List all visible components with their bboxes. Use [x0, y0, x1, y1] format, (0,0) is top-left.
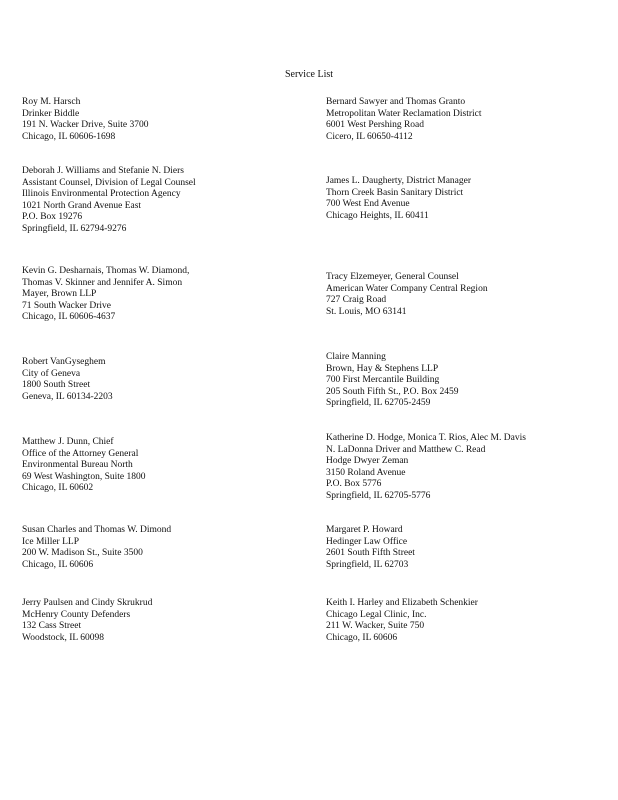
- address-line: Chicago, IL 60606-4637: [22, 312, 116, 323]
- address-line: Tracy Elzemeyer, General Counsel: [326, 272, 459, 282]
- address-line: St. Louis, MO 63141: [326, 306, 407, 317]
- address-line: Roy M. Harsch: [22, 97, 81, 107]
- address-line: Claire Manning: [326, 352, 386, 362]
- address-line: 69 West Washington, Suite 1800: [22, 471, 146, 482]
- address-line: Matthew J. Dunn, Chief: [22, 437, 114, 447]
- address-line: 700 First Mercantile Building: [326, 375, 440, 386]
- address-line: Drinker Biddle: [22, 108, 80, 119]
- address-line: 2601 South Fifth Street: [326, 548, 415, 559]
- address-line: 191 N. Wacker Drive, Suite 3700: [22, 120, 149, 131]
- address-block-right-5: [326, 433, 611, 503]
- address-line: Deborah J. Williams and Stefanie N. Diers: [22, 166, 184, 176]
- address-block-left-6: [22, 525, 312, 571]
- address-line: Hedinger Law Office: [326, 536, 408, 547]
- address-block-right-2: [326, 176, 611, 222]
- address-line: Metropolitan Water Reclamation District: [326, 108, 482, 119]
- address-line: Susan Charles and Thomas W. Dimond: [22, 525, 172, 535]
- address-line: Robert VanGyseghem: [22, 357, 106, 367]
- address-line: Springfield, IL 62794-9276: [22, 223, 127, 234]
- address-line: McHenry County Defenders: [22, 609, 131, 620]
- address-line: Hodge Dwyer Zeman: [326, 456, 409, 467]
- address-line: Springfield, IL 62705-5776: [326, 490, 431, 501]
- address-line: P.O. Box 5776: [326, 479, 382, 490]
- address-block-left-3: [22, 266, 312, 324]
- address-line: 132 Cass Street: [22, 621, 82, 632]
- address-line: Bernard Sawyer and Thomas Granto: [326, 97, 466, 107]
- address-block-right-1: [326, 97, 611, 143]
- address-line: Kevin G. Desharnais, Thomas W. Diamond,: [22, 266, 190, 276]
- address-line: Illinois Environmental Protection Agency: [22, 189, 181, 200]
- address-line: American Water Company Central Region: [326, 283, 488, 294]
- address-line: Springfield, IL 62703: [326, 559, 409, 570]
- address-line: 205 South Fifth St., P.O. Box 2459: [326, 386, 459, 397]
- page-title: Service List: [284, 69, 334, 80]
- address-line: Chicago, IL 60606-1698: [22, 131, 116, 142]
- address-line: Chicago Legal Clinic, Inc.: [326, 609, 427, 620]
- address-block-left-2: [22, 166, 312, 236]
- address-line: City of Geneva: [22, 368, 81, 379]
- address-block-right-3: [326, 272, 611, 318]
- address-line: Assistant Counsel, Division of Legal Counsel: [22, 177, 196, 188]
- address-line: 6001 West Pershing Road: [326, 120, 425, 131]
- address-line: Jerry Paulsen and Cindy Skrukrud: [22, 598, 153, 608]
- address-line: 1021 North Grand Avenue East: [22, 200, 142, 211]
- address-line: Brown, Hay & Stephens LLP: [326, 363, 439, 374]
- address-line: Chicago, IL 60606: [326, 632, 398, 643]
- address-block-left-7: [22, 598, 312, 644]
- address-line: Geneva, IL 60134-2203: [22, 391, 113, 402]
- address-block-left-5: [22, 437, 312, 495]
- address-line: Katherine D. Hodge, Monica T. Rios, Alec M. Davis: [326, 433, 526, 443]
- address-line: Springfield, IL 62705-2459: [326, 398, 431, 409]
- address-line: Cicero, IL 60650-4112: [326, 131, 413, 142]
- address-block-left-1: [22, 97, 312, 143]
- address-line: Keith I. Harley and Elizabeth Schenkier: [326, 598, 478, 608]
- address-line: Woodstock, IL 60098: [22, 632, 104, 643]
- address-line: 727 Craig Road: [326, 295, 387, 306]
- address-line: Thorn Creek Basin Sanitary District: [326, 187, 464, 198]
- address-line: N. LaDonna Driver and Matthew C. Read: [326, 444, 486, 455]
- address-line: Thomas V. Skinner and Jennifer A. Simon: [22, 277, 183, 288]
- address-line: P.O. Box 19276: [22, 212, 83, 223]
- address-line: 3150 Roland Avenue: [326, 467, 406, 478]
- address-block-right-6: [326, 525, 611, 571]
- address-line: 700 West End Avenue: [326, 199, 410, 210]
- address-line: Environmental Bureau North: [22, 460, 133, 471]
- address-line: 211 W. Wacker, Suite 750: [326, 621, 425, 632]
- address-line: 1800 South Street: [22, 380, 91, 391]
- address-line: Ice Miller LLP: [22, 536, 79, 547]
- address-line: 71 South Wacker Drive: [22, 300, 112, 311]
- address-block-right-7: [326, 598, 611, 644]
- address-line: James L. Daugherty, District Manager: [326, 176, 472, 186]
- address-line: Chicago, IL 60606: [22, 559, 94, 570]
- address-block-left-4: [22, 357, 312, 403]
- address-line: 200 W. Madison St., Suite 3500: [22, 548, 143, 559]
- address-line: Margaret P. Howard: [326, 525, 403, 535]
- address-line: Chicago, IL 60602: [22, 483, 94, 494]
- address-line: Chicago Heights, IL 60411: [326, 210, 429, 221]
- address-line: Office of the Attorney General: [22, 448, 139, 459]
- address-block-right-4: [326, 352, 611, 410]
- address-line: Mayer, Brown LLP: [22, 289, 97, 300]
